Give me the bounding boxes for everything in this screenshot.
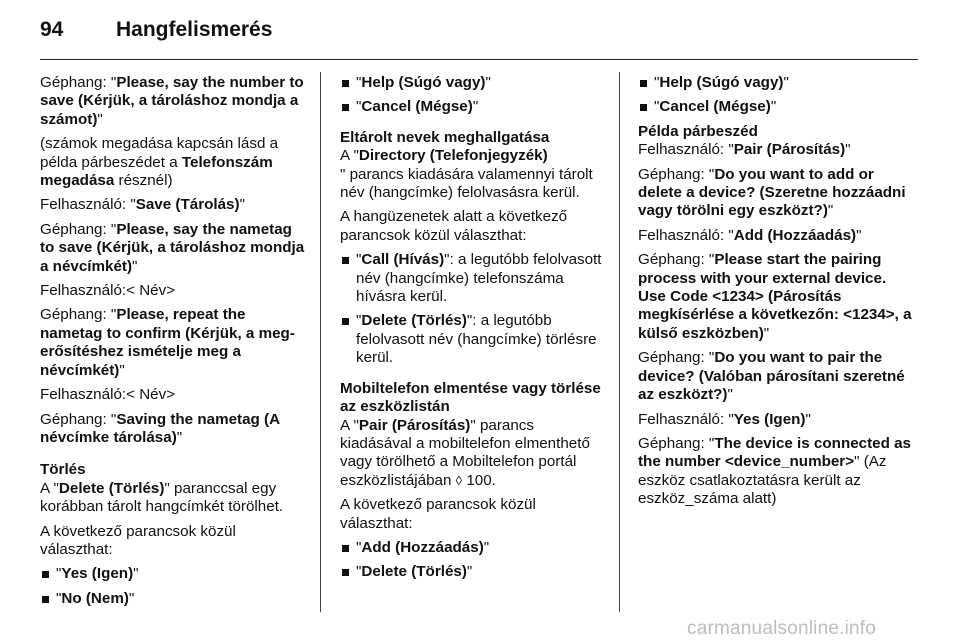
body-paragraph: A következő parancsok közül választhat:: [340, 496, 536, 532]
dialog-line: Felhasználó: "Save (Tárolás)": [40, 196, 245, 214]
page-number: 94: [40, 18, 64, 41]
dialog-line: Géphang: "Do you want to pair the device? (Valóban párosítani szeretné az eszközt?)": [638, 349, 905, 404]
body-paragraph: A "Delete (Törlés)" paranccsal egy korábban tárolt hangcímkét törölhet.: [40, 479, 284, 516]
section-heading: Eltárolt nevek meghallgatása: [340, 128, 550, 146]
dialog-line: Géphang: "Do you want to add or delete a device? (Szeretne hozzáadni vagy törölni egy eszközt?)": [638, 165, 906, 220]
column-divider: [320, 72, 321, 612]
list-item: "Help (Súgó vagy)": [638, 74, 913, 92]
command-list: [340, 251, 608, 367]
section-heading: Törlés: [40, 461, 86, 479]
command-list: [340, 74, 608, 117]
list-item: "No (Nem)": [40, 590, 308, 608]
column-right: [638, 74, 913, 515]
section-heading: Mobiltelefon elmentése vagy törlése az eszközlistán: [340, 379, 601, 416]
list-item: "Help (Súgó vagy)": [340, 74, 608, 92]
list-item: "Delete (Törlés)": a legutóbb felolvasott név (hangcímke) törlésre kerül.: [340, 312, 608, 367]
list-item: "Call (Hívás)": a legutóbb felolvasott név (hangcímke) telefonszáma hívásra kerül.: [340, 251, 608, 306]
page-title: Hangfelismerés: [116, 18, 273, 41]
column-divider: [619, 72, 620, 612]
dialog-line: Géphang: "Please, say the number to save (Kérjük, a tároláshoz mondja a számot)": [40, 74, 304, 128]
body-paragraph: A "Directory (Telefonjegyzék) " parancs kiadására valamennyi tárolt név (hangcímke) felolvasásra kerül.: [340, 147, 593, 202]
body-paragraph: A "Pair (Párosítás)" parancs kiadásával a mobiltelefon elmenthető vagy törölhető a Mobiltelefon portál eszközlistájában ◊ 100.: [340, 416, 590, 489]
dialog-line: Felhasználó:< Név>: [40, 282, 176, 300]
dialog-line: Géphang: "Please start the pairing process with your external device. Use Code <1234> (Párosítás megkísérlése a következőn: <1234>, a külső eszközben)": [638, 251, 912, 342]
list-item: "Add (Hozzáadás)": [340, 539, 608, 557]
dialog-line: Géphang: "Saving the nametag (A névcímke tárolása)": [40, 410, 280, 446]
list-item: "Yes (Igen)": [40, 565, 308, 583]
body-paragraph: A hangüzenetek alatt a következő parancsok közül választhat:: [340, 208, 568, 244]
note-paragraph: (számok megadása kapcsán lásd a példa párbeszédet a Telefonszám megadása résznél): [40, 135, 279, 190]
section-heading: Példa párbeszéd: [638, 122, 758, 140]
column-left: [40, 74, 308, 614]
dialog-line: Géphang: "Please, repeat the nametag to confirm (Kérjük, a meg-erősítéshez ismételje meg a névcímkét)": [40, 306, 295, 379]
list-item: "Cancel (Mégse)": [340, 98, 608, 116]
header-rule: [40, 59, 918, 60]
column-middle: [340, 74, 608, 588]
dialog-line: Felhasználó:< Név>: [40, 386, 176, 404]
command-list: [40, 565, 308, 608]
dialog-line: Felhasználó: "Yes (Igen)": [638, 410, 811, 428]
dialog-line: Felhasználó: "Add (Hozzáadás)": [638, 226, 862, 244]
watermark: carmanualsonline.info: [687, 618, 877, 639]
command-list: [638, 74, 913, 117]
list-item: "Delete (Törlés)": [340, 563, 608, 581]
dialog-line: Felhasználó: "Pair (Párosítás)": [638, 141, 851, 159]
command-list: [340, 539, 608, 582]
list-item: "Cancel (Mégse)": [638, 98, 913, 116]
dialog-line: Géphang: "The device is connected as the number <device_number>" (Az eszköz csatlakoztatásra került az eszköz_száma alatt): [638, 434, 912, 508]
body-paragraph: A következő parancsok közül választhat:: [40, 522, 236, 558]
dialog-line: Géphang: "Please, say the nametag to save (Kérjük, a tároláshoz mondja a névcímkét)": [40, 220, 305, 275]
page-reference-icon: ◊: [455, 472, 463, 488]
